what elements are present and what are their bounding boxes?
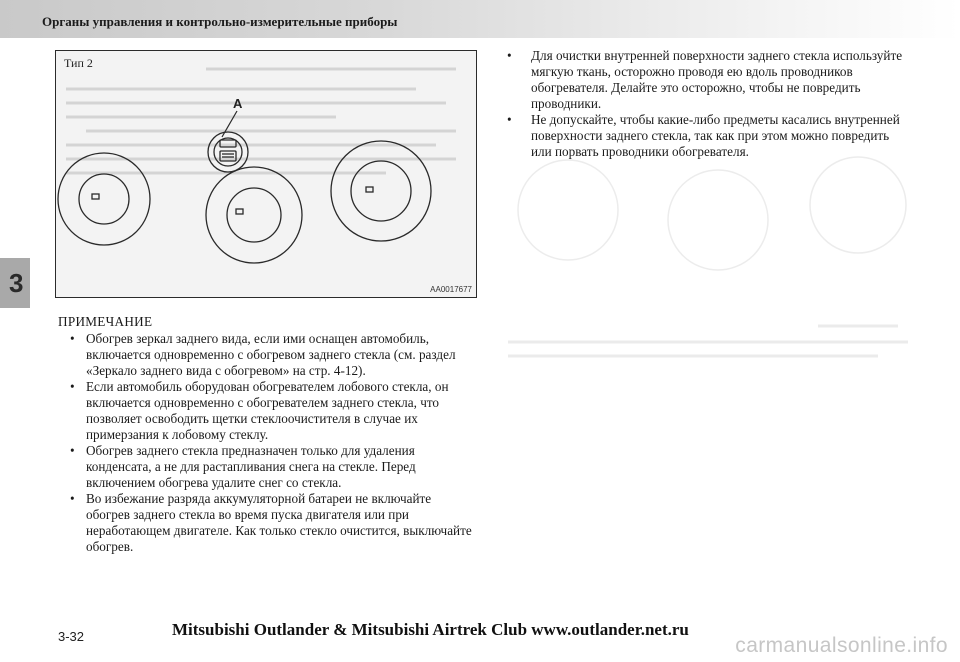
page-number: 3-32 [58, 629, 85, 644]
note-item: • Обогрев зеркал заднего вида, если ими оснащен автомобиль, включается одновременно с обогревом заднего стекла (см. раздел «Зеркало заднего вида с обогревом» на стр. 4-12). [58, 331, 478, 379]
right-column-text [504, 48, 910, 160]
chapter-tab [0, 258, 30, 308]
note-item: • Если автомобиль оборудован обогревателем лобового стекла, он включается одновременно с обогревателем заднего стекла, что позволяет освободить щетки стеклоочистителя в случае их примерзания к лобовому стеклу. [58, 379, 478, 443]
chapter-number: 3 [9, 268, 24, 298]
right-column-item: • Для очистки внутренней поверхности заднего стекла используйте мягкую ткань, осторожно проводя ею вдоль проводников обогревателя. Делайте это осторожно, чтобы не повредить проводники. [504, 48, 910, 112]
site-watermark: carmanualsonline.info [735, 634, 948, 657]
note-list [58, 331, 478, 555]
right-dial [331, 141, 431, 241]
left-dial [58, 153, 150, 245]
note-item: • Обогрев заднего стекла предназначен только для удаления конденсата, а не для растапливания снега на стекле. Перед включением обогрева удалите снег со стекла. [58, 443, 478, 491]
figure-type-label: Тип 2 [64, 56, 93, 70]
page-header-title: Органы управления и контрольно-измерительные приборы [42, 14, 398, 29]
control-panel-figure [55, 50, 477, 298]
right-column-list [504, 48, 910, 160]
control-panel-illustration [56, 51, 476, 297]
bleed-through-text [498, 318, 918, 398]
note-block [58, 314, 478, 555]
note-title: ПРИМЕЧАНИЕ [58, 314, 153, 329]
center-dial [206, 167, 302, 263]
figure-image-code: AA0017677 [430, 285, 472, 294]
note-item: • Во избежание разряда аккумуляторной батареи не включайте обогрев заднего стекла во время пуска двигателя или при неработающем двигателе. Как только стекло очистится, выключайте обогрев. [58, 491, 478, 555]
right-column-item: • Не допускайте, чтобы какие-либо предметы касались внутренней поверхности заднего стекла, так как при этом можно повредить или порвать проводники обогревателя. [504, 112, 910, 160]
footer-club-line: Mitsubishi Outlander & Mitsubishi Airtrek Club www.outlander.net.ru [172, 620, 689, 639]
bleed-through-shadow [498, 150, 918, 290]
rear-defogger-button [208, 132, 248, 172]
callout-label: A [233, 96, 243, 111]
